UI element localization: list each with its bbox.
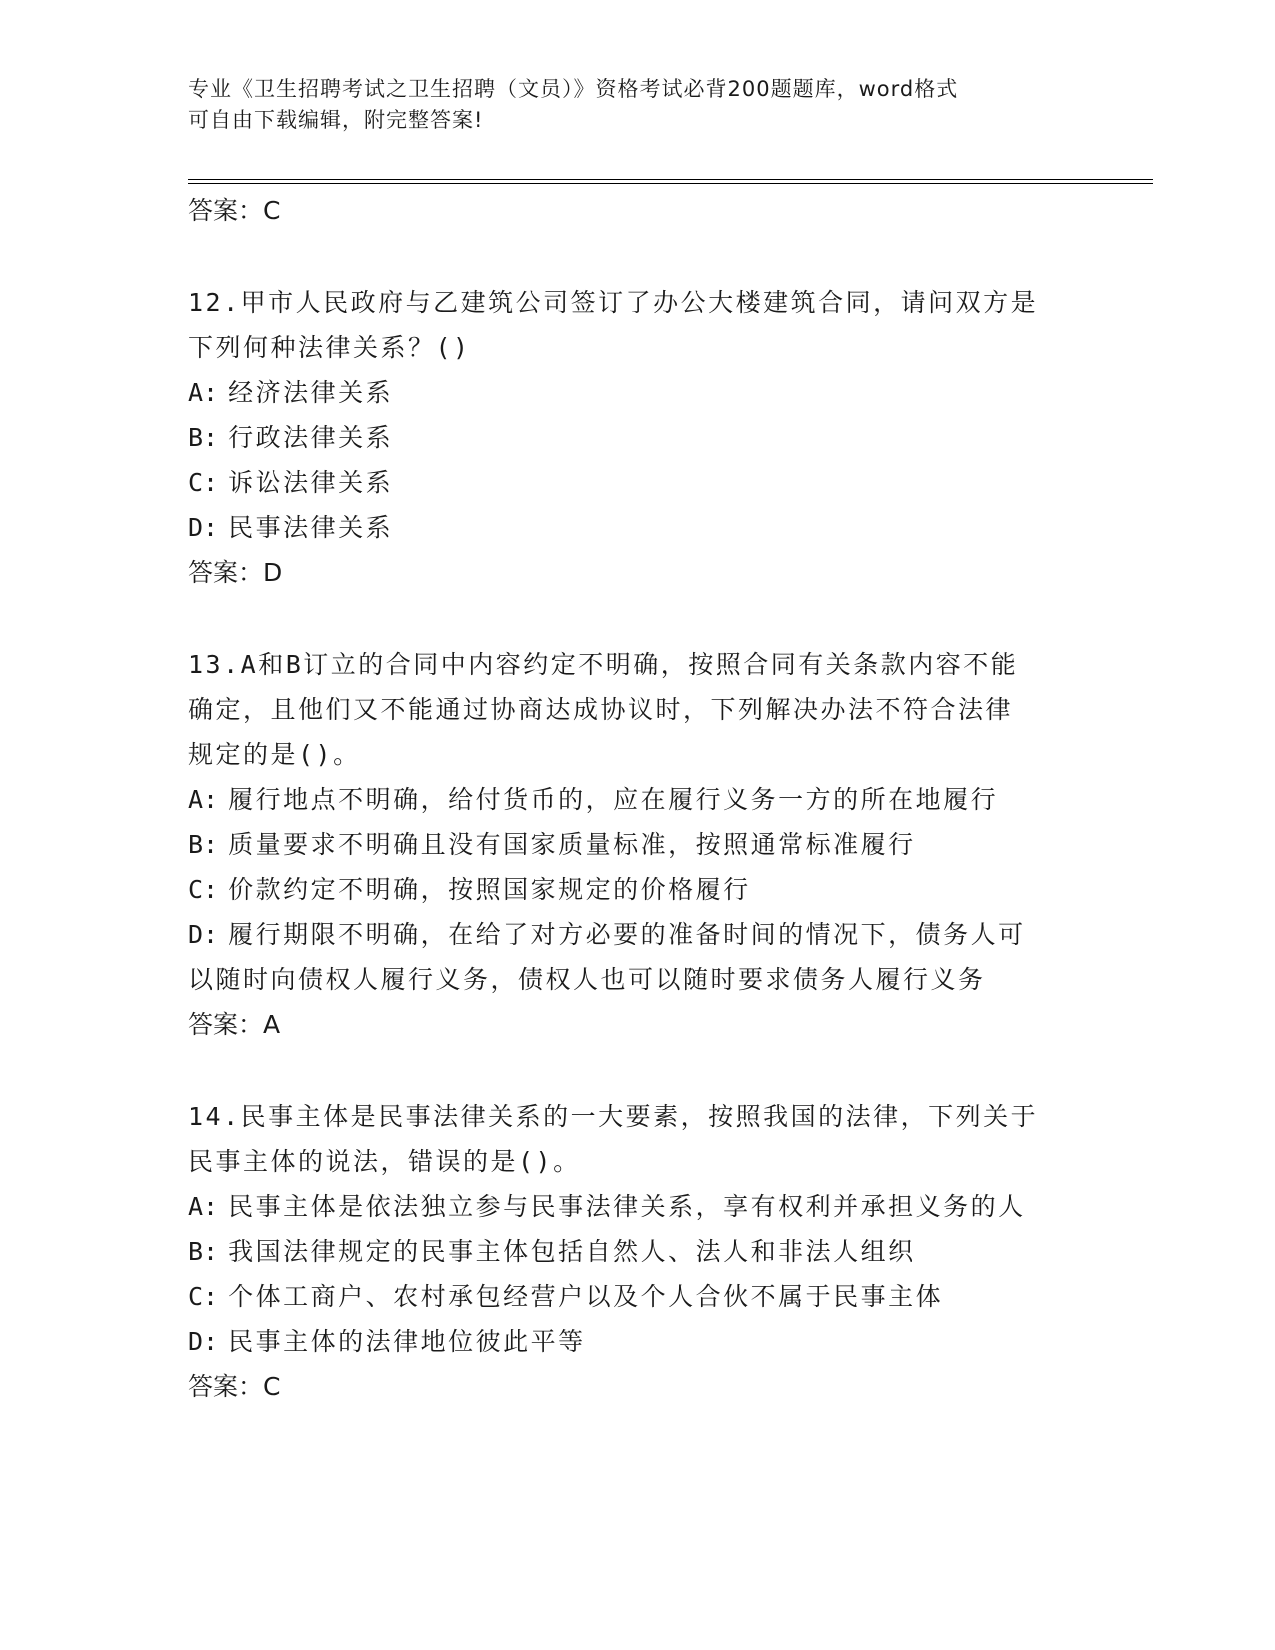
option-text: 个体工商户、农村承包经营户以及个人合伙不属于民事主体 <box>228 1282 944 1311</box>
answer-value: C <box>263 196 281 225</box>
answer-line <box>188 1002 1088 1047</box>
option-text: 民事主体的法律地位彼此平等 <box>228 1327 586 1356</box>
answer-value: D <box>263 558 283 587</box>
option-c <box>188 1274 1088 1319</box>
option-letter: A: <box>188 1192 219 1221</box>
answer-line <box>188 1364 1088 1409</box>
question-text: 13.A和B订立的合同中内容约定不明确，按照合同有关条款内容不能 <box>188 650 1019 679</box>
option-letter: C: <box>188 875 219 904</box>
option-b <box>188 1229 1088 1274</box>
option-letter: C: <box>188 1282 219 1311</box>
option-letter: D: <box>188 513 219 542</box>
header-divider-2 <box>188 183 1153 184</box>
option-text: 经济法律关系 <box>228 378 394 407</box>
question-block <box>188 1094 1088 1409</box>
page-header <box>188 74 1068 136</box>
answer-label: 答案： <box>188 196 264 225</box>
answer-label: 答案： <box>188 1372 264 1401</box>
question-block <box>188 280 1088 595</box>
option-text: 诉讼法律关系 <box>228 468 394 497</box>
option-letter: C: <box>188 468 219 497</box>
option-d-continued <box>188 957 1088 1002</box>
option-text: 质量要求不明确且没有国家质量标准，按照通常标准履行 <box>228 830 916 859</box>
question-text: 规定的是()。 <box>188 740 361 769</box>
option-a <box>188 1184 1088 1229</box>
option-letter: B: <box>188 1237 219 1266</box>
option-b <box>188 415 1088 460</box>
answer-label: 答案： <box>188 558 264 587</box>
option-letter: A: <box>188 378 219 407</box>
option-letter: D: <box>188 1327 219 1356</box>
option-text: 我国法律规定的民事主体包括自然人、法人和非法人组织 <box>228 1237 916 1266</box>
option-b <box>188 822 1088 867</box>
option-c <box>188 867 1088 912</box>
option-text: 价款约定不明确，按照国家规定的价格履行 <box>228 875 751 904</box>
option-d <box>188 505 1088 550</box>
question-text: 民事主体的说法，错误的是()。 <box>188 1147 581 1176</box>
option-letter: B: <box>188 423 219 452</box>
answer-label: 答案： <box>188 1010 264 1039</box>
option-d <box>188 912 1088 957</box>
header-divider <box>188 179 1153 180</box>
answer-line <box>188 550 1088 595</box>
option-letter: A: <box>188 785 219 814</box>
option-text: 行政法律关系 <box>228 423 394 452</box>
answer-value: C <box>263 1372 281 1401</box>
option-d <box>188 1319 1088 1364</box>
answer-line <box>188 188 1088 233</box>
option-text: 民事法律关系 <box>228 513 394 542</box>
document-body <box>188 188 1088 1409</box>
option-text: 履行期限不明确，在给了对方必要的准备时间的情况下，债务人可 <box>228 920 1026 949</box>
option-text: 履行地点不明确，给付货币的，应在履行义务一方的所在地履行 <box>228 785 999 814</box>
option-a <box>188 777 1088 822</box>
question-block <box>188 642 1088 1047</box>
option-a <box>188 370 1088 415</box>
question-text: 确定，且他们又不能通过协商达成协议时，下列解决办法不符合法律 <box>188 695 1014 724</box>
answer-value: A <box>263 1010 281 1039</box>
question-text: 下列何种法律关系？() <box>188 333 471 362</box>
header-line-1: 专业《卫生招聘考试之卫生招聘（文员）》资格考试必背200题题库，word格式 <box>188 77 959 101</box>
question-text: 14.民事主体是民事法律关系的一大要素，按照我国的法律，下列关于 <box>188 1102 1039 1131</box>
option-letter: D: <box>188 920 219 949</box>
option-text: 民事主体是依法独立参与民事法律关系，享有权利并承担义务的人 <box>228 1192 1026 1221</box>
question-text: 12.甲市人民政府与乙建筑公司签订了办公大楼建筑合同，请问双方是 <box>188 288 1039 317</box>
header-line-2: 可自由下载编辑，附完整答案! <box>188 108 484 132</box>
option-c <box>188 460 1088 505</box>
option-text: 以随时向债权人履行义务，债权人也可以随时要求债务人履行义务 <box>188 965 986 994</box>
option-letter: B: <box>188 830 219 859</box>
